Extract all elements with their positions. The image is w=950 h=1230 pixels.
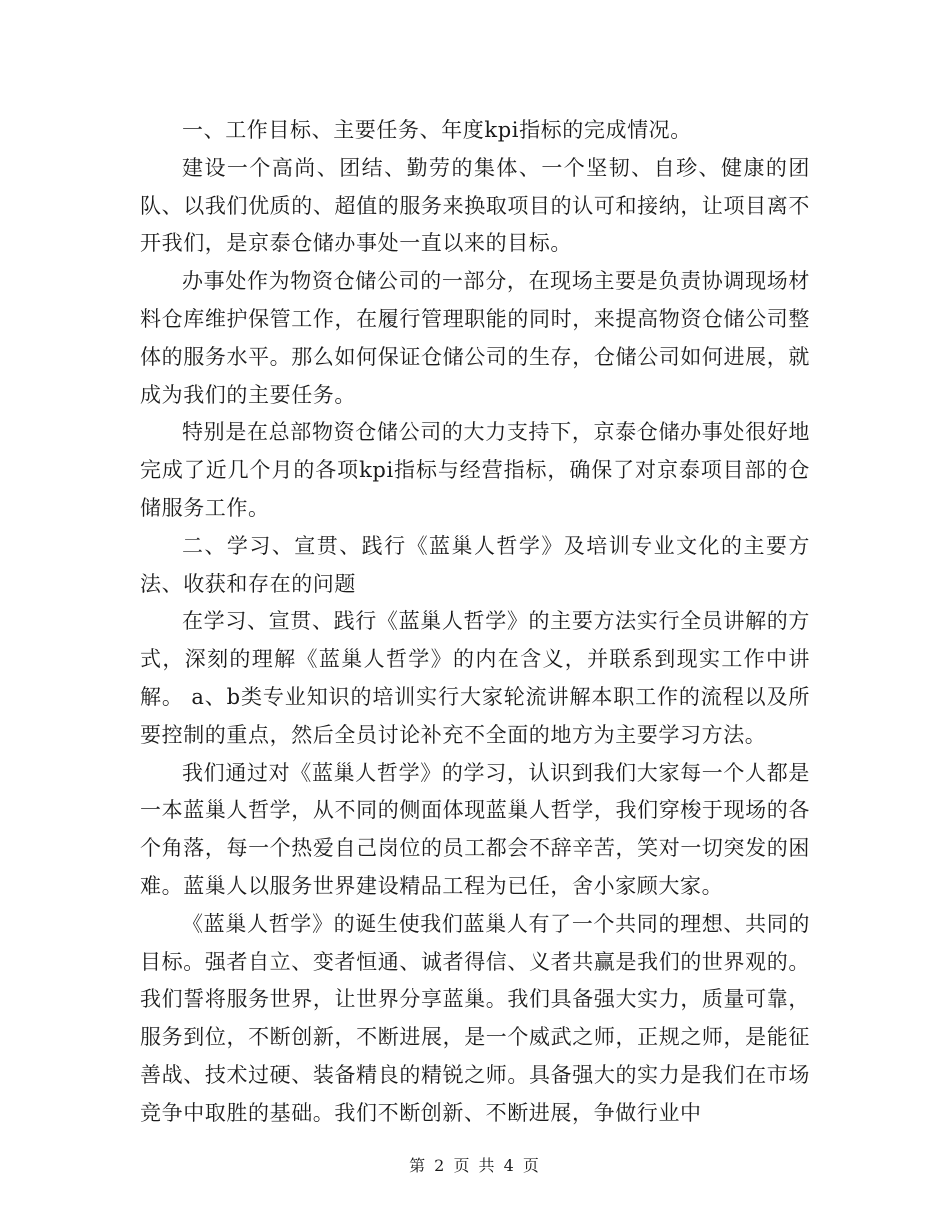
paragraph-kpi-completion: 特别是在总部物资仓储公司的大力支持下，京泰仓储办事处很好地完成了近几个月的各项kpi指标与经营指标，确保了对京泰项目部的仓储服务工作。 [140,420,810,520]
document-body [140,112,810,1133]
paragraph-section-one-heading: 一、工作目标、主要任务、年度kpi指标的完成情况。 [182,118,692,142]
paragraph-study-method: 在学习、宣贯、践行《蓝巢人哲学》的主要方法实行全员讲解的方式，深刻的理解《蓝巢人哲学》的内在含义，并联系到现实工作中讲解。 a、b类专业知识的培训实行大家轮流讲解本职工作的流程以及所要控制的重点，然后全员讨论补充不全面的地方为主要学习方法。 [140,609,810,747]
page-number-footer: 第 2 页 共 4 页 [409,1156,541,1175]
paragraph-study-insight: 我们通过对《蓝巢人哲学》的学习，认识到我们大家每一个人都是一本蓝巢人哲学，从不同的侧面体现蓝巢人哲学，我们穿梭于现场的各个角落，每一个热爱自己岗位的员工都会不辞辛苦，笑对一切突发的困难。蓝巢人以服务世界建设精品工程为已任，舍小家顾大家。 [140,760,810,898]
paragraph-section-two-heading: 二、学习、宣贯、践行《蓝巢人哲学》及培训专业文化的主要方法、收获和存在的问题 [140,533,810,596]
paragraph-philosophy-vision: 《蓝巢人哲学》的诞生使我们蓝巢人有了一个共同的理想、共同的目标。强者自立、变者恒通、诚者得信、义者共赢是我们的世界观的。我们誓将服务世界，让世界分享蓝巢。我们具备强大实力，质量可靠，服务到位，不断创新，不断进展，是一个威武之师，正规之师，是能征善战、技术过硬、装备精良的精锐之师。具备强大的实力是我们在市场竞争中取胜的基础。我们不断创新、不断进展，争做行业中 [140,911,810,1125]
paragraph-office-role: 办事处作为物资仓储公司的一部分，在现场主要是负责协调现场材料仓库维护保管工作，在履行管理职能的同时，来提高物资仓储公司整体的服务水平。那么如何保证仓储公司的生存，仓储公司如何进展，就成为我们的主要任务。 [140,269,810,407]
paragraph-goal: 建设一个高尚、团结、勤劳的集体、一个坚韧、自珍、健康的团队、以我们优质的、超值的服务来换取项目的认可和接纳，让项目离不开我们，是京泰仓储办事处一直以来的目标。 [140,155,810,256]
